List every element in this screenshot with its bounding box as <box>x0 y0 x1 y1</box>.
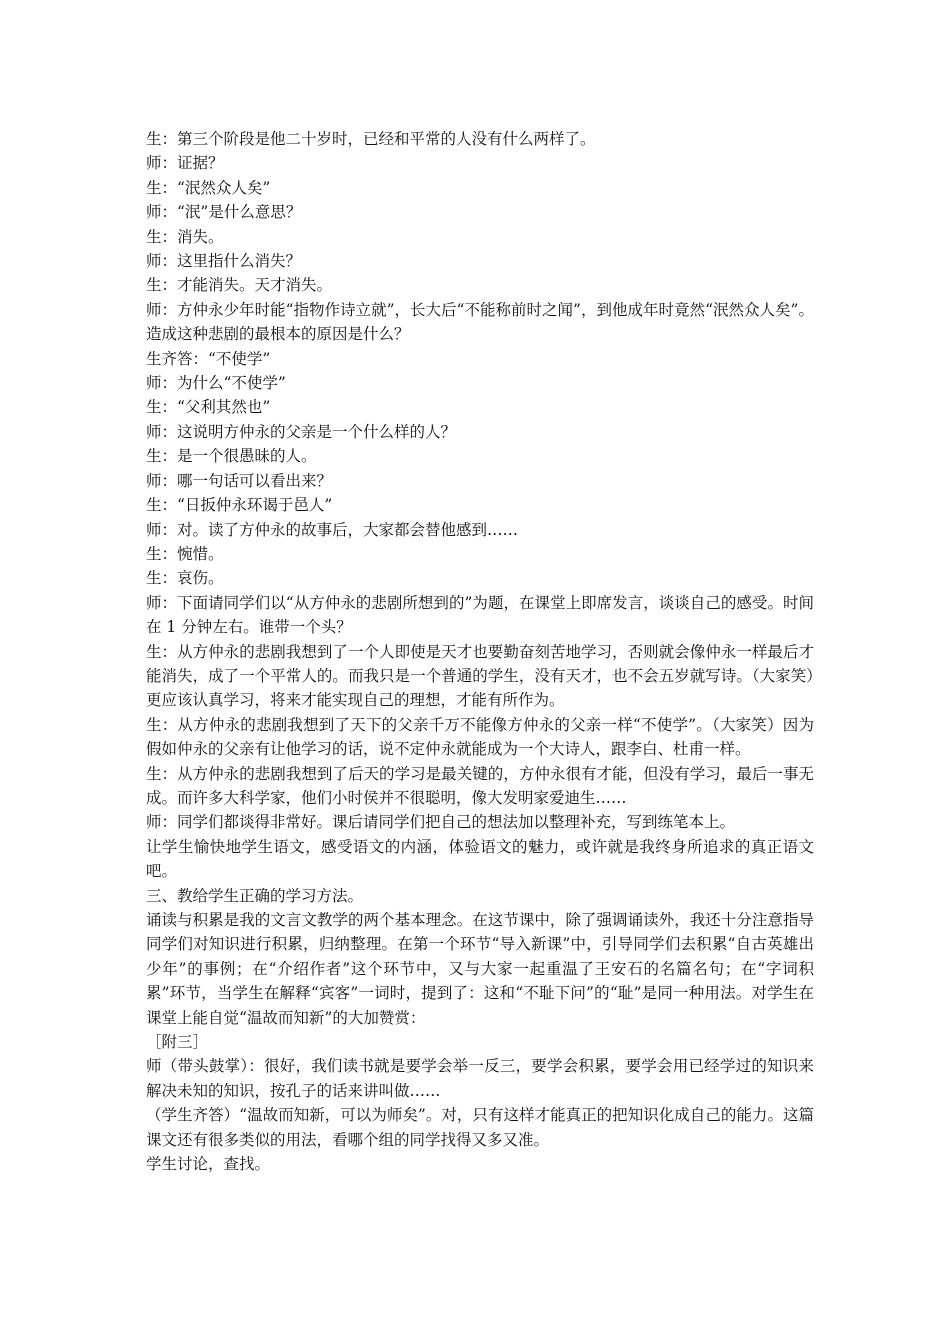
paragraph: 师：这说明方仲永的父亲是一个什么样的人？ <box>146 422 457 441</box>
paragraph: 生：从方仲永的悲剧我想到了一个人即使是天才也要勤奋刻苦地学习，否则就会像仲永一样最后才能消失，成了一个平常人的。而我只是一个普通的学生，没有天才，也不会五岁就写诗。（大家笑）更应该认真学习，将来才能实现自己的理想，才能有所作为。 <box>146 642 814 710</box>
paragraph: 师：证据？ <box>146 154 224 173</box>
paragraph: 生：从方仲永的悲剧我想到了后天的学习是最关键的，方仲永很有才能，但没有学习，最后一事无成。而许多大科学家，他们小时侯并不很聪明，像大发明家爱迪生…… <box>146 764 814 807</box>
paragraph: 生：惋惜。 <box>146 544 224 563</box>
paragraph: 生：是一个很愚昧的人。 <box>146 447 317 466</box>
paragraph: 生：“日扳仲永环谒于邑人” <box>146 496 333 515</box>
paragraph: 师：哪一句话可以看出来？ <box>146 471 333 490</box>
paragraph: 师：对。读了方仲永的故事后，大家都会替他感到…… <box>146 520 519 539</box>
paragraph: 师：为什么“不使学” <box>146 374 286 393</box>
paragraph: 师：方仲永少年时能“指物作诗立就”，长大后“不能称前时之闻”，到他成年时竟然“泯然众人矣”。造成这种悲剧的最根本的原因是什么？ <box>146 300 814 344</box>
appendix-label: ［附三］ <box>146 1033 209 1052</box>
paragraph: 师：这里指什么消失？ <box>146 252 302 271</box>
paragraph: 生齐答：“不使学” <box>146 349 271 368</box>
paragraph: 生：消失。 <box>146 227 224 246</box>
paragraph: 师：同学们都谈得非常好。课后请同学们把自己的想法加以整理补充，写到练笔本上。 <box>146 813 736 832</box>
paragraph: 诵读与积累是我的文言文教学的两个基本理念。在这节课中，除了强调诵读外，我还十分注意指导同学们对知识进行积累，归纳整理。在第一个环节“导入新课”中，引导同学们去积累“自古英雄出少年”的事例；在“介绍作者”这个环节中，又与大家一起重温了王安石的名篇名句；在“字词积累”环节，当学生在解释“宾客”一词时，提到了：这和“不耻下问”的“耻”是同一种用法。对学生在课堂上能自觉“温故而知新”的大加赞赏： <box>146 911 814 1027</box>
paragraph: 师（带头鼓掌）：很好，我们读书就是要学会举一反三，要学会积累，要学会用已经学过的知识来解决未知的知识，按孔子的话来讲叫做…… <box>146 1057 814 1100</box>
paragraph: 师：下面请同学们以“从方仲永的悲剧所想到的”为题，在课堂上即席发言，谈谈自己的感受。时间在 1 分钟左右。谁带一个头？ <box>146 593 814 637</box>
paragraph: 生：哀伤。 <box>146 569 224 588</box>
paragraph: 生：“泯然众人矣” <box>146 178 271 197</box>
paragraph: （学生齐答）“温故而知新，可以为师矣”。对，只有这样才能真正的把知识化成自己的能力。这篇课文还有很多类似的用法，看哪个组的同学找得又多又准。 <box>146 1106 814 1149</box>
paragraph: 学生讨论，查找。 <box>146 1155 271 1174</box>
paragraph: 生：第三个阶段是他二十岁时，已经和平常的人没有什么两样了。 <box>146 130 596 148</box>
paragraph: 师：“泯”是什么意思？ <box>146 203 302 222</box>
section-heading: 三、教给学生正确的学习方法。 <box>146 886 364 905</box>
document-body <box>146 127 814 1176</box>
paragraph: 生：才能消失。天才消失。 <box>146 276 333 295</box>
paragraph: 生：从方仲永的悲剧我想到了天下的父亲千万不能像方仲永的父亲一样“不使学”。（大家笑）因为假如仲永的父亲有让他学习的话，说不定仲永就能成为一个大诗人，跟李白、杜甫一样。 <box>146 715 814 759</box>
paragraph: 生：“父利其然也” <box>146 398 271 417</box>
paragraph: 让学生愉快地学生语文，感受语文的内涵，体验语文的魅力，或许就是我终身所追求的真正语文吧。 <box>146 837 814 881</box>
